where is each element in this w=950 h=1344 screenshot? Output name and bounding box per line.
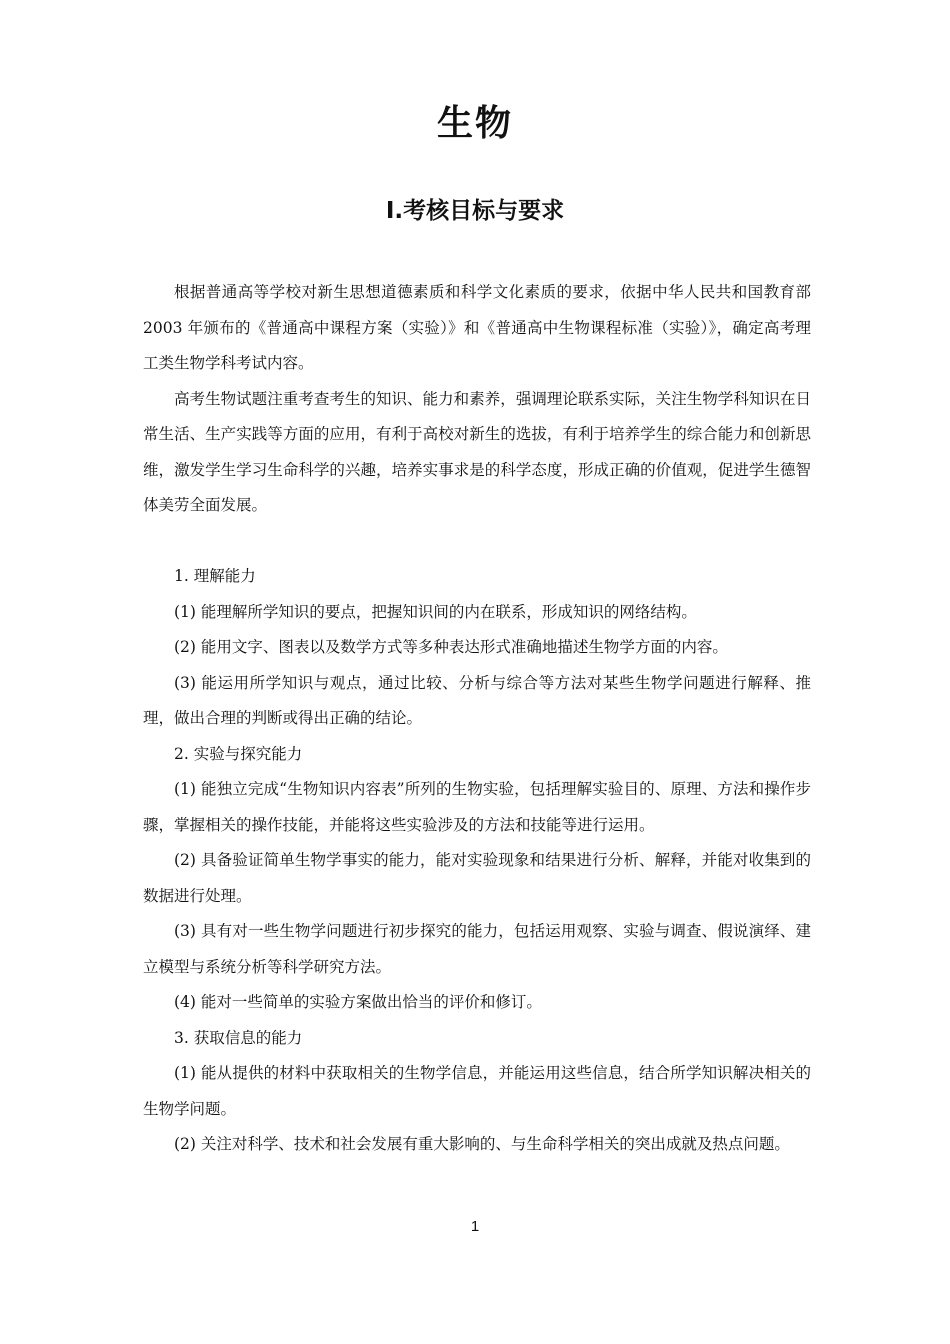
intro-block bbox=[143, 275, 811, 524]
ability-heading-experiment: 2. 实验与探究能力 bbox=[174, 744, 303, 763]
list-item: (1) 能从提供的材料中获取相关的生物学信息，并能运用这些信息，结合所学知识解决相关的生物学问题。 bbox=[143, 1064, 811, 1118]
list-item: (2) 具备验证简单生物学事实的能力，能对实验现象和结果进行分析、解释，并能对收集到的数据进行处理。 bbox=[143, 851, 811, 905]
document-title: 生物 bbox=[436, 103, 513, 144]
list-item: (3) 具有对一些生物学问题进行初步探究的能力，包括运用观察、实验与调查、假说演绎、建立模型与系统分析等科学研究方法。 bbox=[143, 922, 811, 976]
ability-list bbox=[143, 559, 811, 1163]
section-heading: Ⅰ.考核目标与要求 bbox=[385, 198, 565, 224]
intro-paragraph: 根据普通高等学校对新生思想道德素质和科学文化素质的要求，依据中华人民共和国教育部 2003 年颁布的《普通高中课程方案（实验）》和《普通高中生物课程标准（实验）》，确定高考理工类生物学科考试内容。 bbox=[143, 283, 811, 372]
ability-heading-understanding: 1. 理解能力 bbox=[174, 567, 256, 585]
page-number: 1 bbox=[470, 1218, 480, 1235]
list-item: (1) 能独立完成“生物知识内容表”所列的生物实验，包括理解实验目的、原理、方法和操作步骤，掌握相关的操作技能，并能将这些实验涉及的方法和技能等进行运用。 bbox=[143, 780, 811, 834]
list-item: (2) 关注对科学、技术和社会发展有重大影响的、与生命科学相关的突出成就及热点问题。 bbox=[174, 1135, 790, 1153]
intro-paragraph: 高考生物试题注重考查考生的知识、能力和素养，强调理论联系实际，关注生物学科知识在日常生活、生产实践等方面的应用，有利于高校对新生的选拔，有利于培养学生的综合能力和创新思维，激发学生学习生命科学的兴趣，培养实事求是的科学态度，形成正确的价值观，促进学生德智体美劳全面发展。 bbox=[143, 389, 811, 514]
list-item: (2) 能用文字、图表以及数学方式等多种表达形式准确地描述生物学方面的内容。 bbox=[174, 638, 728, 656]
list-item: (4) 能对一些简单的实验方案做出恰当的评价和修订。 bbox=[174, 993, 542, 1011]
list-item: (3) 能运用所学知识与观点，通过比较、分析与综合等方法对某些生物学问题进行解释、推理，做出合理的判断或得出正确的结论。 bbox=[143, 673, 811, 727]
list-item: (1) 能理解所学知识的要点，把握知识间的内在联系，形成知识的网络结构。 bbox=[174, 602, 697, 621]
ability-heading-information: 3. 获取信息的能力 bbox=[174, 1028, 303, 1047]
